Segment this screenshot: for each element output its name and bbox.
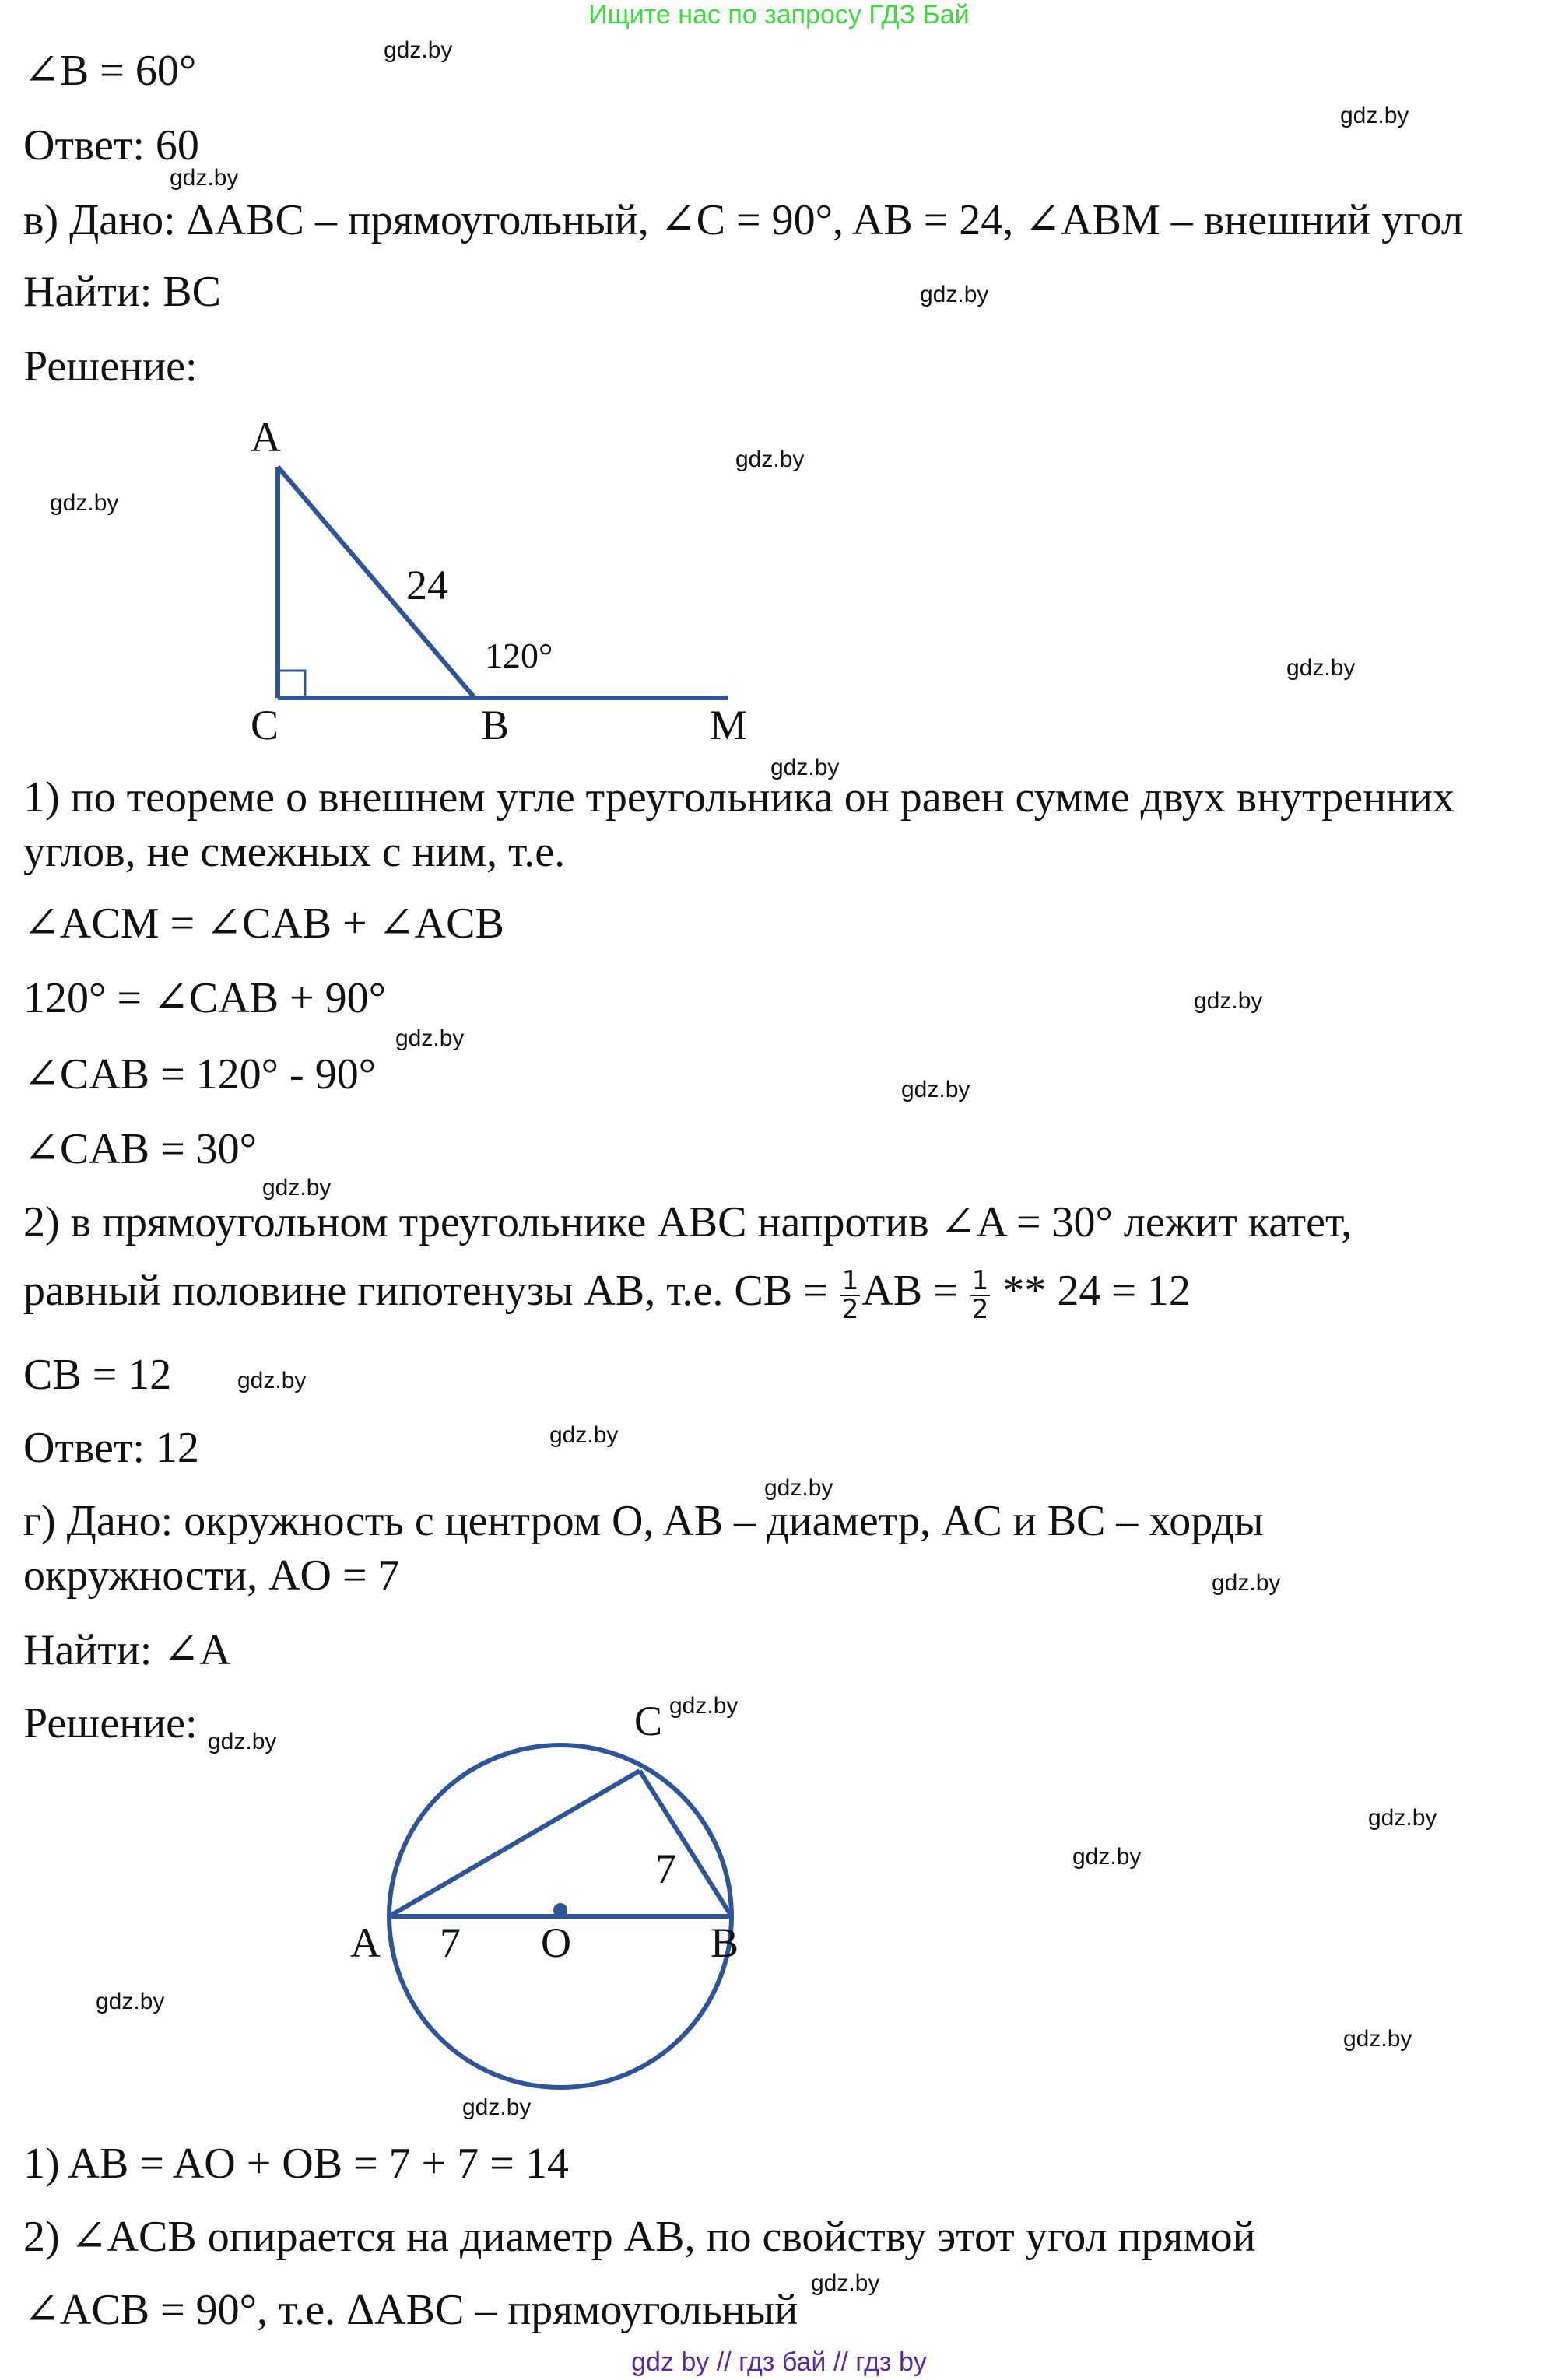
watermark: gdz.by	[770, 755, 840, 780]
watermark: gdz.by	[1194, 988, 1263, 1014]
watermark: gdz.by	[237, 1368, 307, 1393]
watermark: gdz.by	[920, 282, 989, 307]
watermark: gdz.by	[170, 165, 239, 191]
watermark: gdz.by	[1343, 2026, 1412, 2052]
watermark: gdz.by	[669, 1693, 739, 1719]
answer-v: Ответ: 12	[23, 1424, 199, 1472]
bottom-banner[interactable]: gdz by // гдз бай // гдз by	[631, 2347, 927, 2377]
fraction-num-2: 1	[971, 1264, 989, 1296]
label-cb-7: 7	[655, 1845, 676, 1892]
vertex-c: C	[251, 702, 279, 748]
fraction-half	[840, 1264, 861, 1325]
watermark: gdz.by	[395, 1025, 465, 1051]
line-angle-b: ∠B = 60°	[23, 47, 197, 95]
step1-text: 1) по теореме о внешнем угле треугольника он равен сумме двух внутренних	[23, 773, 1454, 822]
step2-g: 2) ∠ACB опирается на диаметр AB, по свойству этот угол прямой	[23, 2213, 1256, 2261]
watermark: gdz.by	[384, 37, 453, 63]
task-g-given-cont: окружности, AO = 7	[23, 1551, 400, 1600]
answer-b: Ответ: 60	[23, 121, 199, 170]
step1-g: 1) AB = AO + OB = 7 + 7 = 14	[23, 2140, 569, 2188]
fraction-den-2: 2	[971, 1293, 989, 1325]
vertex-b: B	[481, 702, 510, 748]
eq-cab-30: ∠CAB = 30°	[23, 1125, 258, 1173]
watermark: gdz.by	[901, 1077, 970, 1102]
watermark: gdz.by	[1212, 1570, 1281, 1596]
vertex-c-2: C	[634, 1698, 663, 1744]
fraction-den: 2	[841, 1293, 859, 1325]
task-v-given: в) Дано: ΔABC – прямоугольный, ∠C = 90°, AB = 24, ∠ABM – внешний угол	[23, 196, 1463, 244]
watermark: gdz.by	[764, 1475, 833, 1501]
center-point	[553, 1903, 567, 1917]
step2-g-cont: ∠ACB = 90°, т.е. ΔABC – прямоугольный	[23, 2286, 798, 2334]
circle	[389, 1745, 732, 2087]
label-ao-7: 7	[440, 1919, 461, 1966]
watermark: gdz.by	[208, 1729, 277, 1754]
top-banner[interactable]: Ищите нас по запросу ГДЗ Бай	[588, 0, 970, 30]
chord-ac	[389, 1771, 640, 1916]
vertex-a: A	[251, 414, 281, 461]
watermark: gdz.by	[462, 2094, 532, 2120]
vertex-b-2: B	[711, 1919, 739, 1966]
chord-cb	[640, 1771, 732, 1916]
step2-text: 2) в прямоугольном треугольнике ABC напротив ∠A = 30° лежит катет,	[23, 1198, 1353, 1246]
task-g-solution: Решение:	[23, 1699, 198, 1747]
watermark: gdz.by	[735, 447, 805, 472]
watermark: gdz.by	[811, 2270, 880, 2296]
step2-formula-part3: ** 24 = 12	[991, 1267, 1191, 1315]
side-ab	[278, 467, 475, 698]
watermark: gdz.by	[1368, 1805, 1437, 1831]
right-angle-mark	[278, 671, 305, 698]
watermark: gdz.by	[1340, 103, 1409, 128]
watermark: gdz.by	[96, 1989, 165, 2014]
task-g-given: г) Дано: окружность с центром O, AB – диаметр, AC и BC – хорды	[23, 1497, 1264, 1545]
step2-formula-part2: AB =	[861, 1267, 969, 1315]
step1-text-cont: углов, не смежных с ним, т.е.	[23, 828, 566, 876]
point-m: M	[710, 702, 748, 748]
task-v-solution: Решение:	[23, 342, 198, 391]
side-label-24: 24	[406, 562, 448, 608]
watermark: gdz.by	[50, 490, 119, 516]
eq-cab-diff: ∠CAB = 120° - 90°	[23, 1050, 377, 1099]
watermark: gdz.by	[262, 1175, 332, 1201]
watermark: gdz.by	[549, 1422, 619, 1448]
fraction-num: 1	[841, 1264, 859, 1296]
fraction-half-2	[970, 1264, 991, 1325]
eq-acm: ∠ACM = ∠CAB + ∠ACB	[23, 899, 504, 948]
step2-formula-part1: равный половине гипотенузы AB, т.е. CB =	[23, 1267, 839, 1315]
watermark: gdz.by	[1072, 1844, 1142, 1870]
task-v-find: Найти: BC	[23, 268, 221, 316]
task-g-find: Найти: ∠A	[23, 1626, 231, 1674]
watermark: gdz.by	[1286, 655, 1356, 681]
angle-label-120: 120°	[485, 636, 553, 675]
step2-formula	[23, 1264, 1191, 1323]
eq-120: 120° = ∠CAB + 90°	[23, 974, 387, 1022]
center-o: O	[541, 1919, 571, 1966]
eq-cb-12: CB = 12	[23, 1351, 172, 1399]
vertex-a-2: A	[350, 1919, 381, 1966]
